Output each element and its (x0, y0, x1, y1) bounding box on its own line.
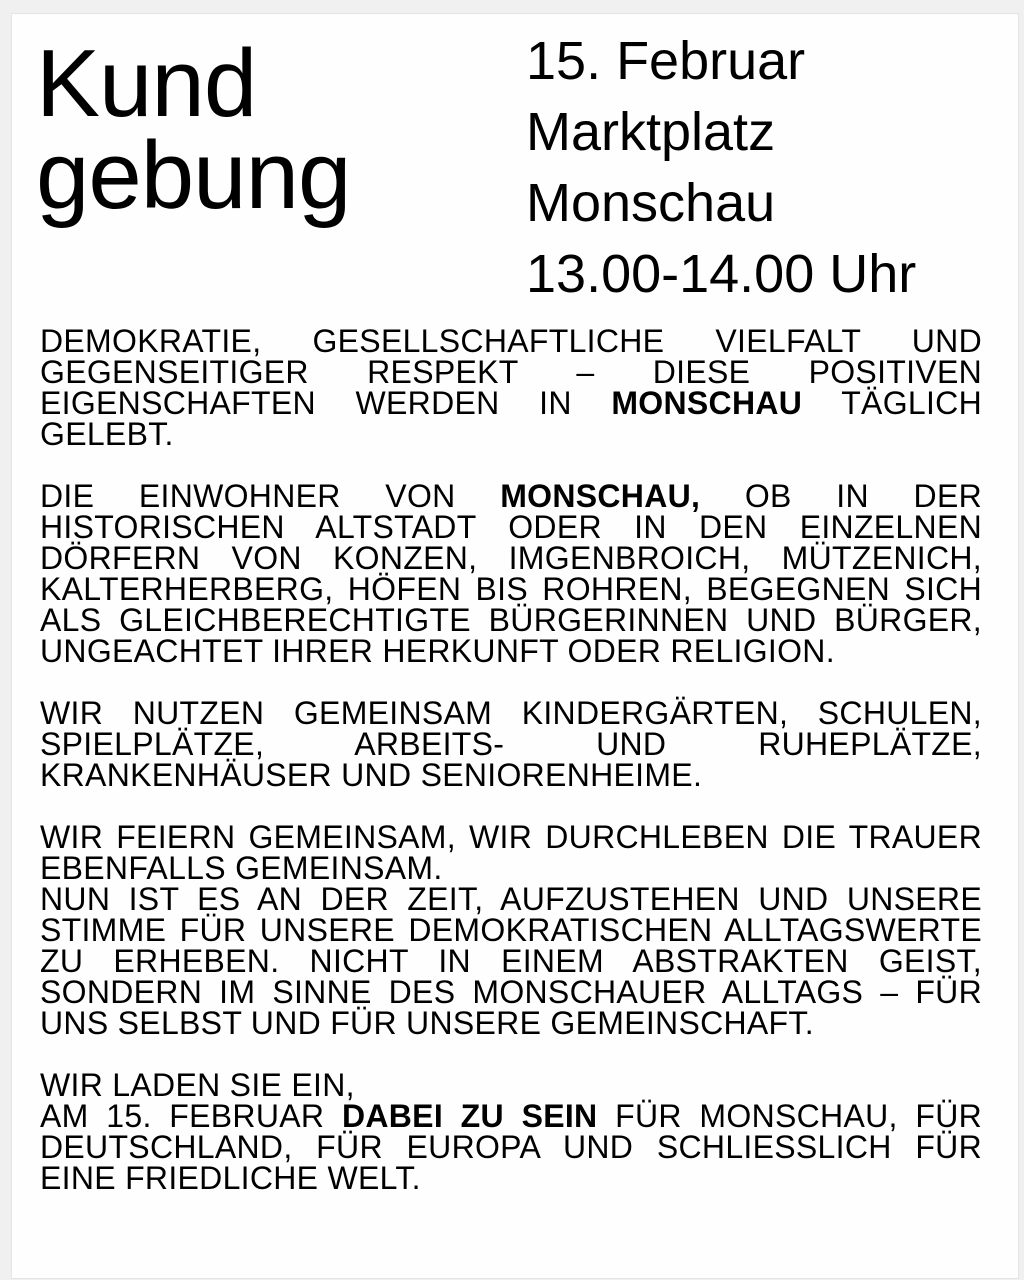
paragraph-text: TÄGLICH GELEBT. (40, 385, 982, 452)
paragraph-text: OB IN DER HISTORISCHEN ALTSTADT ODER IN DEN EINZELNEN DÖRFERN VON KONZEN, IMGENBROICH, MÜTZENICH, KALTERHERBERG, HÖFEN BIS ROHREN, BEGEGNEN SICH ALS GLEICHBERECHTIGTE BÜRGERINNEN UND BÜRGER, UNGEACHTET IHRER HERKUNFT ODER RELIGION. (40, 478, 982, 669)
paragraph-shared-facilities (40, 695, 982, 793)
paragraph-emphasis: DABEI ZU SEIN (341, 1098, 598, 1134)
paragraph-text: DEMOKRATIE, GESELLSCHAFTLICHE VIELFALT UND GEGENSEITIGER RESPEKT – DIESE POSITIVEN EIGENSCHAFTEN WERDEN IN (40, 323, 982, 421)
event-date: 15. Februar (526, 31, 806, 91)
paragraph-text: FÜR MONSCHAU, FÜR DEUTSCHLAND, FÜR EUROPA UND SCHLIESSLICH FÜR EINE FRIEDLICHE WELT. (40, 1098, 983, 1196)
paragraph-text: DIE EINWOHNER VON (40, 478, 501, 514)
invitation-text (40, 1098, 983, 1196)
paragraph-emphasis: MONSCHAU (611, 385, 803, 421)
paragraph-text: WIR FEIERN GEMEINSAM, WIR DURCHLEBEN DIE TRAUER EBENFALLS GEMEINSAM. (40, 819, 982, 886)
event-time: 13.00-14.00 Uhr (526, 244, 917, 304)
event-details (526, 26, 916, 310)
flyer-body (40, 323, 983, 1196)
title-line-1: Kund (36, 30, 257, 137)
flyer-page (12, 14, 1018, 1278)
paragraph-democracy (40, 323, 982, 452)
paragraph-text: AM 15. FEBRUAR (40, 1098, 342, 1134)
event-place-line-2: Monschau (526, 173, 776, 233)
paragraph-call-to-action (40, 881, 982, 1041)
paragraph-residents (40, 478, 982, 669)
paragraph-celebrate (40, 819, 982, 886)
invitation-line: WIR LADEN SIE EIN, (40, 1067, 355, 1103)
flyer-title (36, 30, 351, 229)
paragraph-text: WIR NUTZEN GEMEINSAM KINDERGÄRTEN, SCHULEN, SPIELPLÄTZE, ARBEITS- UND RUHEPLÄTZE, KRANKENHÄUSER UND SENIORENHEIME. (40, 695, 982, 793)
paragraph-text: NUN IST ES AN DER ZEIT, AUFZUSTEHEN UND UNSERE STIMME FÜR UNSERE DEMOKRATISCHEN ALLTAGSWERTE ZU ERHEBEN. NICHT IN EINEM ABSTRAKTEN GEIST, SONDERN IM SINNE DES MONSCHAUER ALLTAGS – FÜR UNS SELBST UND FÜR UNSERE GEMEINSCHAFT. (40, 881, 982, 1041)
title-line-2: gebung (36, 122, 351, 229)
paragraph-invitation (40, 1067, 983, 1196)
paragraph-emphasis: MONSCHAU, (500, 478, 701, 514)
event-place-line-1: Marktplatz (526, 102, 776, 162)
